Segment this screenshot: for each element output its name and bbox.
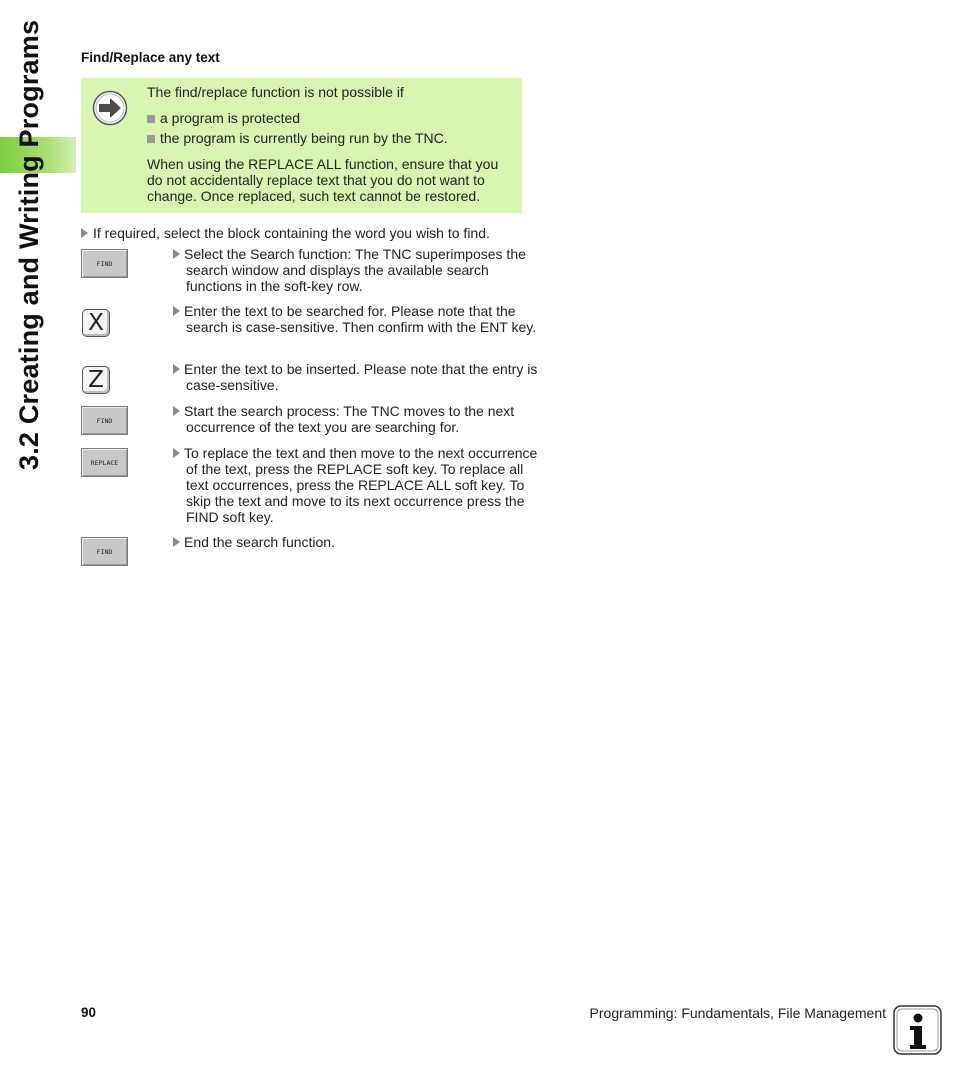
note-intro: The find/replace function is not possible if [147,84,404,100]
step-arrow-icon [173,249,180,259]
step-arrow-icon [173,406,180,416]
step-arrow-icon [173,448,180,458]
step-arrow-icon [173,537,180,547]
note-warning: When using the REPLACE ALL function, ensure that you do not accidentally replace text that you do not want to change. Once replaced, such text cannot be restored. [147,156,499,204]
bullet-square-icon [147,135,155,143]
step-arrow-icon [173,306,180,316]
step-1: Select the Search function: The TNC superimposes the search window and displays the available search functions in the soft-key row. [173,246,538,294]
section-heading: Find/Replace any text [81,50,220,65]
find-softkey[interactable]: FIND [81,249,128,278]
z-key[interactable]: Z [82,366,110,394]
step-arrow-icon [173,364,180,374]
replace-softkey[interactable]: REPLACE [81,448,128,477]
x-key[interactable]: X [82,309,110,337]
find-softkey[interactable]: FIND [81,537,128,566]
info-icon [893,1005,942,1055]
step-4: Start the search process: The TNC moves to the next occurrence of the text you are searching for. [173,403,538,435]
step-arrow-icon [81,228,88,238]
step-6: End the search function. [173,534,538,550]
step-2: Enter the text to be searched for. Please note that the search is case-sensitive. Then confirm with the ENT key. [173,303,538,335]
page-number: 90 [81,1005,97,1020]
arrow-right-icon [92,90,128,126]
bullet-square-icon [147,115,155,123]
note-bullet: a program is protected [147,110,517,126]
step-5: To replace the text and then move to the next occurrence of the text, press the REPLACE soft key. To replace all text occurrences, press the REPLACE ALL soft key. To skip the text and move to its next occurrence press the FIND soft key. [173,445,538,525]
note-box [81,78,522,213]
note-bullet: the program is currently being run by the TNC. [147,130,517,146]
footer-title: Programming: Fundamentals, File Management [589,1005,886,1021]
intro-step: If required, select the block containing the word you wish to find. [81,225,526,241]
step-3: Enter the text to be inserted. Please note that the entry is case-sensitive. [173,361,538,393]
find-softkey[interactable]: FIND [81,406,128,435]
chapter-side-title: 3.2 Creating and Writing Programs [14,19,44,470]
